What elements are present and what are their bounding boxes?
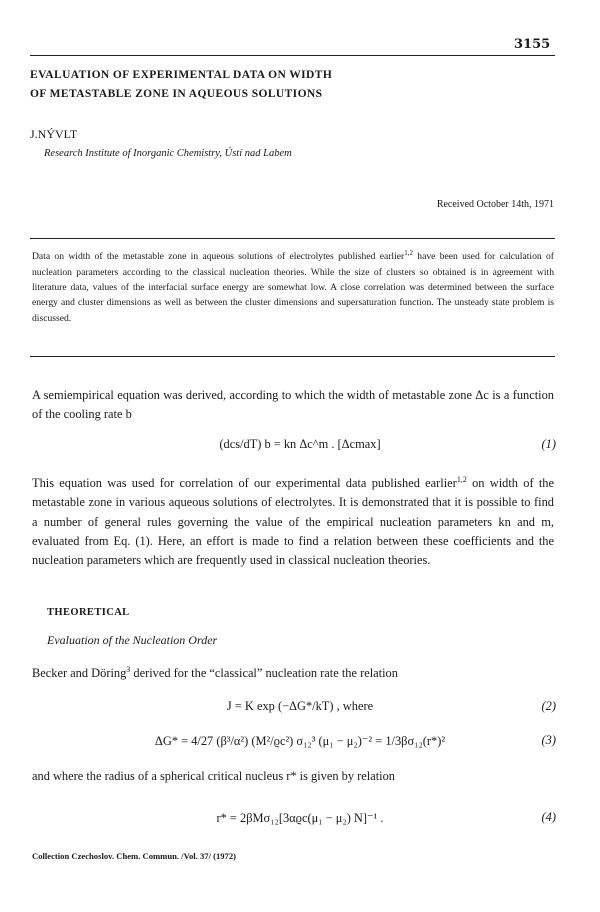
header-rule [30,55,555,56]
abstract-top-rule [30,238,555,239]
paragraph-2-text-1: This equation was used for correlation of our experimental data published earlier [32,476,457,491]
subsection-heading: Evaluation of the Nucleation Order [47,633,218,647]
paragraph-3-text-2: derived for the “classical” nucleation rate the relation [130,666,398,681]
abstract-text-1: Data on width of the metastable zone in aqueous solutions of electrolytes published earlier [32,251,405,263]
journal-citation: Collection Czechoslov. Chem. Commun. /Vol. 37/ (1972) [32,851,237,861]
equation-2: J = K exp (−ΔG*/kT) , where [226,699,374,713]
article-title [30,66,550,104]
section-heading: THEORETICAL [47,607,130,618]
equation-3: ΔG* = 4/27 (β³/α²) (M²/ϱc²) σ₁₂³ (μ₁ − μ₂)⁻² = 1/3βσ₁₂(r*)² [154,734,446,748]
equation-4-number: (4) [541,810,556,824]
title-line-2: OF METASTABLE ZONE IN AQUEOUS SOLUTIONS [30,88,323,100]
paragraph-3 [32,660,554,683]
equation-3-number: (3) [541,733,556,747]
affiliation: Research Institute of Inorganic Chemistry, Ústí nad Labem [44,148,292,159]
paragraph-3-ref: 3 [126,665,131,674]
paragraph-2 [32,470,554,570]
paragraph-4: and where the radius of a spherical critical nucleus r* is given by relation [32,769,395,783]
paragraph-2-ref: 1,2 [456,475,467,484]
page-number: 3155 [514,37,551,52]
abstract-ref: 1,2 [404,249,413,257]
abstract-bottom-rule [30,356,555,357]
equation-2-number: (2) [541,699,556,713]
equation-1-number: (1) [541,437,556,451]
paragraph-3-text-1: Becker and Döring [32,666,127,681]
paragraph-1: A semiempirical equation was derived, according to which the width of metastable zone Δc is a function of the cooling rate b [32,388,554,422]
abstract [32,246,554,326]
author: J.NÝVLT [30,127,78,141]
equation-4: r* = 2βMσ₁₂[3αϱc(μ₁ − μ₂) N]⁻¹ . [216,811,384,825]
paragraph-2-text-2: on width of the metastable zone in various aqueous solutions of electrolytes. It is demonstrated that it is possible to find a number of general rules governing the value of the empirical nucleation parameters kn and m, evaluated from Eq. (1). Here, an effort is made to find a relation between these coefficients and the nucleation parameters which are frequently used in classical nucleation theories. [32,476,554,567]
equation-1: (dcs/dT) b = kn Δc^m . [Δcmax] [219,437,381,451]
title-line-1: EVALUATION OF EXPERIMENTAL DATA ON WIDTH [30,69,333,81]
received-date: Received October 14th, 1971 [436,199,554,210]
abstract-text-2: have been used for calculation of nucleation parameters according to the classical nucleation theories. While the size of clusters so obtained is in agreement with literature data, values of the interfacial surface energy are somewhat low. A close correlation was determined between the surface energy and cluster dimensions as well as between the cluster dimensions and supersaturation function. The unsteady state problem is discussed. [32,251,554,324]
